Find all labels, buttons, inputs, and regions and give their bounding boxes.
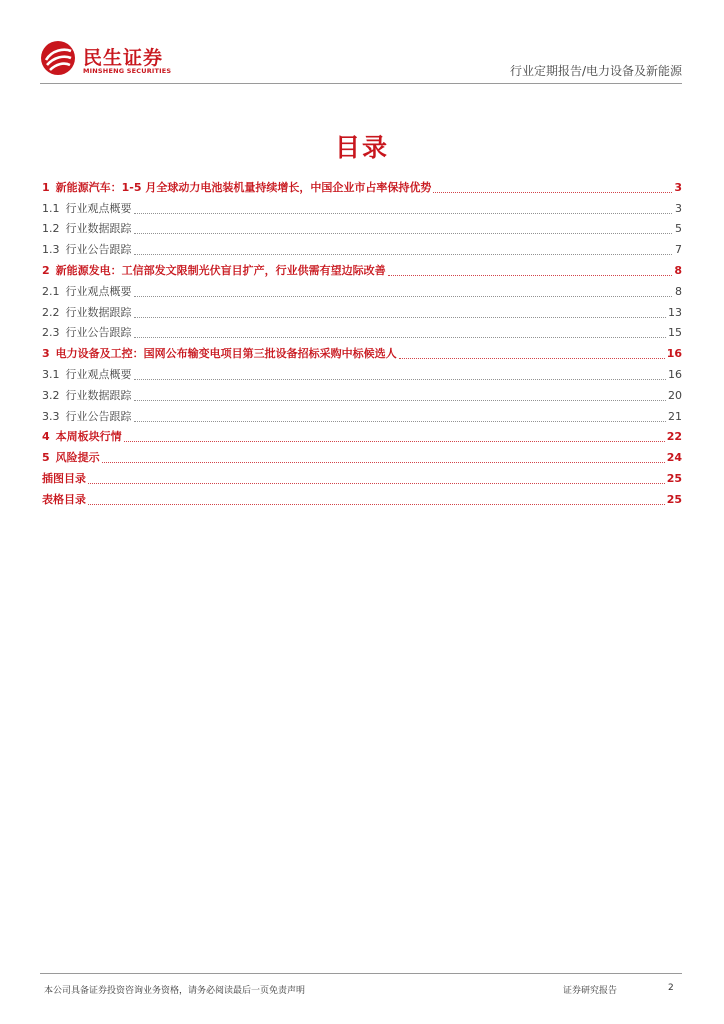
toc-entry-number: 3.2 bbox=[42, 388, 60, 402]
toc-entry-page: 7 bbox=[675, 243, 682, 257]
toc-entry-page: 13 bbox=[668, 305, 682, 319]
toc-entry-title: 行业数据跟踪 bbox=[65, 222, 132, 236]
toc-dot-leader bbox=[433, 190, 672, 193]
toc-dot-leader bbox=[134, 252, 673, 255]
logo-text-cn: 民生证券 bbox=[83, 47, 164, 69]
toc-dot-leader bbox=[388, 273, 672, 276]
toc-dot-leader bbox=[134, 377, 667, 380]
report-type: 行业定期报告/电力设备及新能源 bbox=[509, 64, 682, 78]
toc-dot-leader bbox=[134, 315, 667, 318]
toc-entry-number: 1 bbox=[42, 180, 50, 194]
minsheng-logo-icon bbox=[40, 40, 76, 76]
toc-entry-number: 2.3 bbox=[42, 326, 60, 340]
toc-entry-number: 1.1 bbox=[42, 201, 60, 215]
toc-entry-title: 行业数据跟踪 bbox=[65, 388, 132, 402]
page-number: 2 bbox=[668, 983, 674, 993]
toc-entry[interactable] bbox=[42, 216, 682, 237]
toc-entry-title: 行业观点概要 bbox=[65, 284, 132, 298]
toc-entry-title: 电力设备及工控：国网公布输变电项目第三批设备招标采购中标候选人 bbox=[55, 347, 397, 361]
toc-entry[interactable] bbox=[42, 257, 682, 278]
toc-entry-page: 8 bbox=[674, 263, 682, 277]
toc-entry-title: 行业观点概要 bbox=[65, 367, 132, 381]
toc-entry[interactable] bbox=[42, 361, 682, 382]
toc-entry[interactable] bbox=[42, 486, 682, 507]
toc-entry-title: 新能源汽车：1-5 月全球动力电池装机量持续增长，中国企业市占率保持优势 bbox=[55, 180, 432, 194]
toc-entry[interactable] bbox=[42, 320, 682, 341]
toc-dot-leader bbox=[134, 419, 667, 422]
toc-entry-number: 4 bbox=[42, 430, 50, 444]
toc-entry-title: 行业公告跟踪 bbox=[65, 326, 132, 340]
toc-entry-page: 16 bbox=[668, 367, 682, 381]
footer-divider bbox=[40, 973, 682, 974]
toc-entry[interactable] bbox=[42, 299, 682, 320]
toc-dot-leader bbox=[134, 231, 673, 234]
toc-entry-page: 15 bbox=[668, 326, 682, 340]
toc-entry-page: 25 bbox=[666, 471, 682, 485]
toc-entry-title: 新能源发电：工信部发文限制光伏盲目扩产，行业供需有望边际改善 bbox=[55, 263, 386, 277]
toc-entry[interactable] bbox=[42, 278, 682, 299]
toc-entry-number: 1.2 bbox=[42, 222, 60, 236]
toc-entry-number: 5 bbox=[42, 451, 50, 465]
page-title: 目录 bbox=[334, 133, 389, 162]
toc-entry-title: 行业数据跟踪 bbox=[65, 305, 132, 319]
toc-entry[interactable] bbox=[42, 403, 682, 424]
toc-entry-number: 1.3 bbox=[42, 243, 60, 257]
toc-entry-number: 3.3 bbox=[42, 409, 60, 423]
toc-entry-page: 21 bbox=[668, 409, 682, 423]
toc-entry[interactable] bbox=[42, 340, 682, 361]
header-divider bbox=[40, 83, 682, 84]
toc-entry[interactable] bbox=[42, 195, 682, 216]
toc-entry[interactable] bbox=[42, 465, 682, 486]
toc-dot-leader bbox=[88, 502, 665, 505]
toc-dot-leader bbox=[102, 460, 665, 463]
toc-entry-number: 2.2 bbox=[42, 305, 60, 319]
toc-dot-leader bbox=[124, 439, 665, 442]
toc-dot-leader bbox=[88, 481, 665, 484]
toc-entry[interactable] bbox=[42, 174, 682, 195]
page-header bbox=[40, 38, 682, 84]
toc-entry[interactable] bbox=[42, 444, 682, 465]
toc-entry-page: 24 bbox=[666, 451, 682, 465]
logo-text-en: MINSHENG SECURITIES bbox=[83, 67, 172, 75]
toc-entry-page: 22 bbox=[666, 430, 682, 444]
toc-entry[interactable] bbox=[42, 424, 682, 445]
toc-entry[interactable] bbox=[42, 236, 682, 257]
toc-entry-page: 5 bbox=[675, 222, 682, 236]
toc-entry-title: 风险提示 bbox=[55, 451, 100, 465]
toc-entry-page: 3 bbox=[675, 201, 682, 215]
toc-entry-title: 表格目录 bbox=[42, 492, 86, 506]
table-of-contents bbox=[42, 174, 682, 507]
toc-dot-leader bbox=[134, 294, 673, 297]
toc-dot-leader bbox=[399, 356, 665, 359]
toc-entry-title: 本周板块行情 bbox=[55, 430, 122, 444]
toc-entry-title: 插图目录 bbox=[42, 471, 86, 485]
toc-entry-page: 3 bbox=[674, 180, 682, 194]
toc-entry-title: 行业公告跟踪 bbox=[65, 243, 132, 257]
toc-entry-page: 8 bbox=[675, 284, 682, 298]
footer-disclaimer: 本公司具备证券投资咨询业务资格，请务必阅读最后一页免责声明 bbox=[44, 986, 306, 996]
toc-entry[interactable] bbox=[42, 382, 682, 403]
toc-entry-page: 20 bbox=[668, 388, 682, 402]
toc-entry-number: 2 bbox=[42, 263, 50, 277]
toc-entry-title: 行业公告跟踪 bbox=[65, 409, 132, 423]
toc-entry-number: 3 bbox=[42, 347, 50, 361]
toc-entry-page: 25 bbox=[666, 492, 682, 506]
toc-dot-leader bbox=[134, 398, 667, 401]
toc-entry-page: 16 bbox=[666, 347, 682, 361]
toc-dot-leader bbox=[134, 335, 667, 338]
toc-dot-leader bbox=[134, 211, 673, 214]
toc-entry-number: 3.1 bbox=[42, 367, 60, 381]
company-logo bbox=[40, 40, 220, 80]
footer-doc-type: 证券研究报告 bbox=[563, 986, 618, 996]
toc-entry-number: 2.1 bbox=[42, 284, 60, 298]
toc-entry-title: 行业观点概要 bbox=[65, 201, 132, 215]
